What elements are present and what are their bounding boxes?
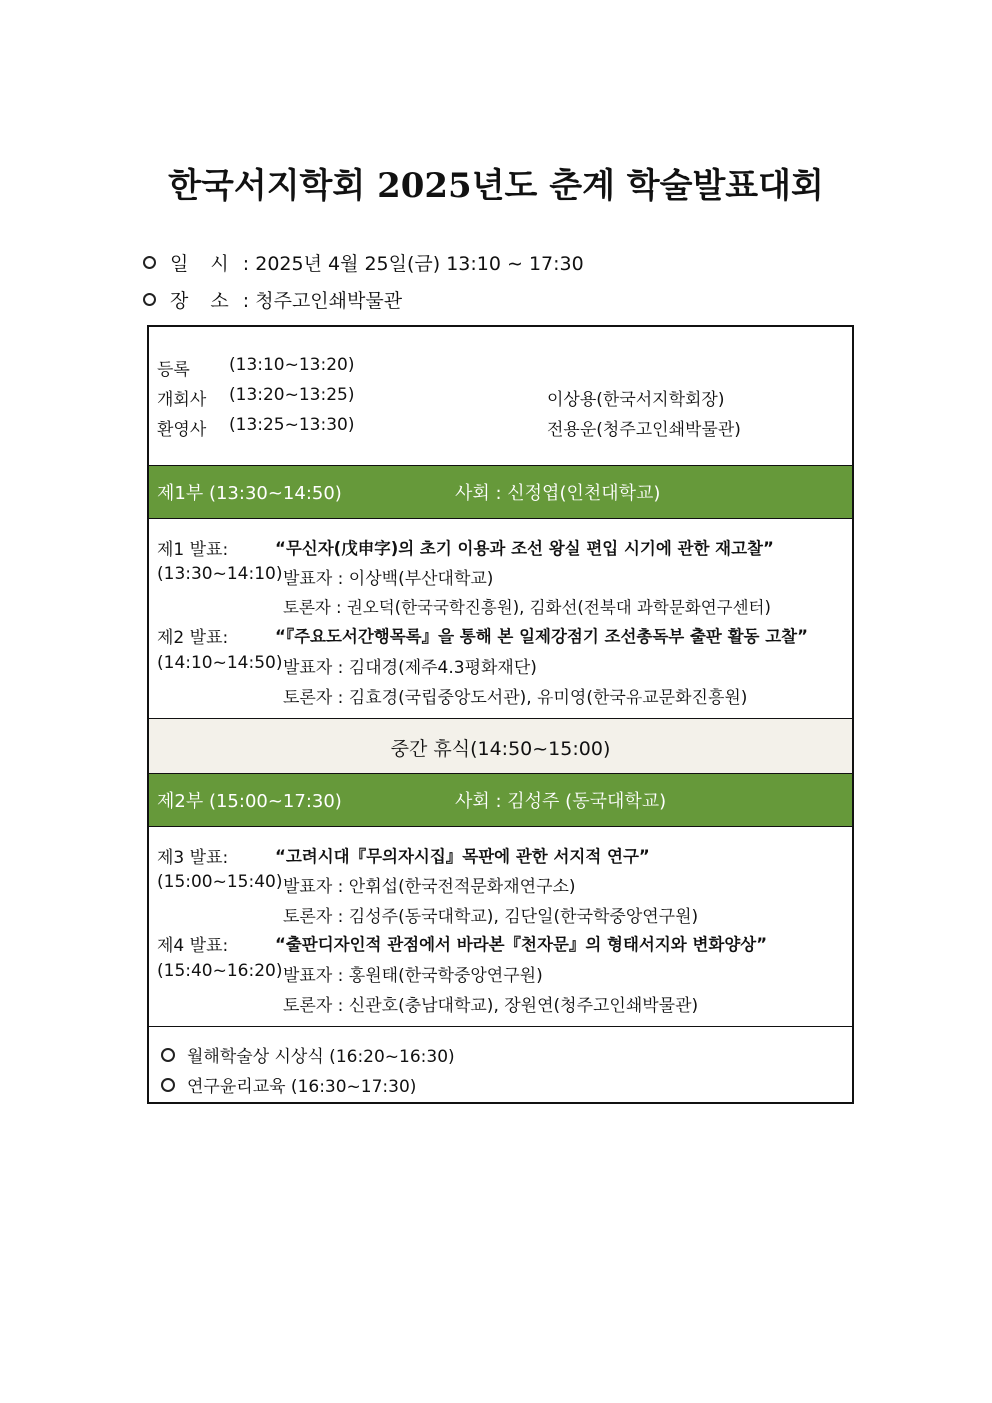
- part2-label: 제2부 (15:00~17:30): [157, 791, 342, 812]
- part2-header: [149, 773, 852, 826]
- closing-section: [149, 1026, 852, 1104]
- opening-time: (13:20~13:25): [229, 385, 355, 405]
- opening-name: 개회사: [157, 390, 207, 410]
- opening-name: 환영사: [157, 420, 207, 440]
- talk-title: “『주요도서간행목록』을 통해 본 일제강점기 조선총독부 출판 활동 고찰”: [275, 627, 808, 646]
- talk-presenter: 발표자 : 이상백(부산대학교): [283, 569, 494, 589]
- opening-time: (13:10~13:20): [229, 355, 355, 375]
- opening-section: [149, 327, 852, 465]
- info-label: 일 시: [170, 253, 237, 275]
- talk-discussant: 토론자 : 김성주(동국대학교), 김단일(한국학중앙연구원): [283, 907, 699, 927]
- talk-no: 제2 발표:: [157, 628, 229, 648]
- circle-icon: [161, 1048, 175, 1062]
- bullet-icon: [143, 293, 156, 306]
- break-section: [149, 718, 852, 773]
- opening-time: (13:25~13:30): [229, 415, 355, 435]
- closing-item: [161, 1042, 455, 1067]
- talk-presenter: 발표자 : 김대경(제주4.3평화재단): [283, 658, 537, 678]
- talk-presenter: 발표자 : 홍원태(한국학중앙연구원): [283, 966, 543, 986]
- closing-item: [161, 1072, 416, 1097]
- info-value: : 2025년 4월 25일(금) 13:10 ∼ 17:30: [242, 253, 584, 275]
- talk-discussant: 토론자 : 권오덕(한국국학진흥원), 김화선(전북대 과학문화연구센터): [283, 598, 771, 617]
- opening-person: 전용운(청주고인쇄박물관): [547, 420, 741, 440]
- part2-talks: [149, 826, 852, 1026]
- talk-no: 제4 발표:: [157, 936, 229, 956]
- talk-title: “출판디자인적 관점에서 바라본『천자문』의 형태서지와 변화양상”: [275, 935, 768, 954]
- talk-time: (15:40~16:20): [157, 961, 283, 981]
- info-label: 장 소: [170, 290, 237, 312]
- talk-title: “무신자(戊申字)의 초기 이용과 조선 왕실 편입 시기에 관한 재고찰”: [275, 539, 774, 558]
- opening-person: 이상용(한국서지학회장): [547, 390, 725, 410]
- schedule-table: [147, 325, 854, 1104]
- circle-icon: [161, 1078, 175, 1092]
- closing-text: 연구윤리교육 (16:30~17:30): [187, 1077, 417, 1097]
- info-date: [143, 249, 584, 276]
- talk-time: (13:30~14:10): [157, 564, 283, 584]
- part1-label: 제1부 (13:30~14:50): [157, 483, 342, 504]
- talk-time: (14:10~14:50): [157, 653, 283, 673]
- talk-presenter: 발표자 : 안휘섭(한국전적문화재연구소): [283, 877, 576, 897]
- talk-discussant: 토론자 : 김효경(국립중앙도서관), 유미영(한국유교문화진흥원): [283, 688, 748, 708]
- talk-time: (15:00~15:40): [157, 872, 283, 892]
- break-label: 중간 휴식(14:50~15:00): [390, 738, 611, 760]
- talk-no: 제1 발표:: [157, 540, 229, 560]
- talk-no: 제3 발표:: [157, 848, 229, 868]
- part1-talks: [149, 518, 852, 718]
- talk-discussant: 토론자 : 신관호(충남대학교), 장원연(청주고인쇄박물관): [283, 996, 699, 1016]
- bullet-icon: [143, 256, 156, 269]
- part1-header: [149, 465, 852, 518]
- part1-chair: 사회 : 신정엽(인천대학교): [455, 483, 661, 504]
- info-place: [143, 286, 402, 313]
- opening-name: 등록: [157, 360, 190, 380]
- page-title: 한국서지학회 2025년도 춘계 학술발표대회: [168, 166, 824, 206]
- part2-chair: 사회 : 김성주 (동국대학교): [455, 791, 667, 812]
- closing-text: 월해학술상 시상식 (16:20~16:30): [187, 1047, 455, 1067]
- info-value: : 청주고인쇄박물관: [242, 290, 403, 312]
- talk-title: “고려시대『무의자시집』목판에 관한 서지적 연구”: [275, 847, 650, 866]
